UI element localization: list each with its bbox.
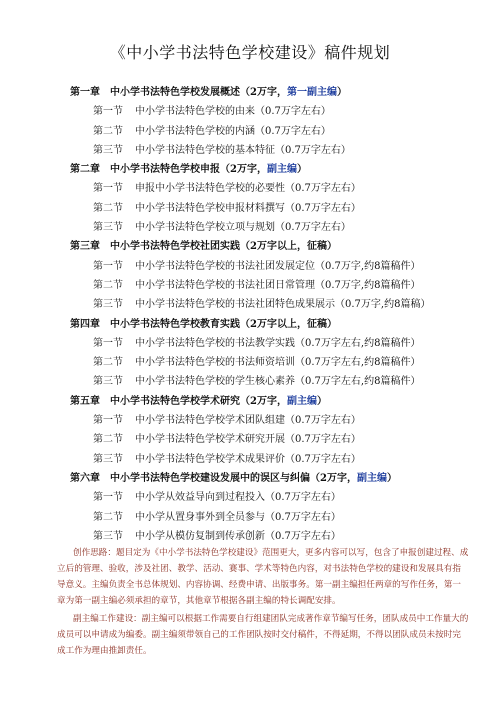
section-title: 中小学书法特色学校的书法社团特色成果展示（0.7万字,约8篇稿）	[135, 299, 431, 311]
chapter-editor: 副主编	[266, 164, 297, 176]
table-of-contents	[0, 83, 500, 546]
section-label: 第一节	[93, 260, 123, 272]
note-paragraph: 副主编工作建设：副主编可以根据工作需要自行组建团队完成著作章节编写任务，团队成员中工作量大的成员可以申请成为编委。副主编须带领自己的工作团队按时交付稿件，不得延期，不得以团队成员未按时完成工作为理由推卸责任。	[57, 614, 469, 656]
chapter-title: 中小学书法特色学校社团实践（2万字以上，征稿）	[110, 241, 337, 253]
chapter-title: 中小学书法特色学校建设发展中的误区与纠偏（2万字，	[110, 472, 357, 484]
chapter-title-close: ）	[386, 472, 397, 484]
section-item	[0, 141, 500, 160]
section-title: 中小学书法特色学校的基本特征（0.7万字左右）	[135, 144, 351, 156]
chapter-label: 第一章	[70, 87, 100, 98]
chapter-label: 第五章	[70, 395, 100, 407]
chapter-title: 中小学书法特色学校申报（2万字，	[110, 164, 267, 176]
section-label: 第一节	[93, 183, 123, 195]
section-item	[0, 334, 500, 353]
section-label: 第三节	[93, 376, 123, 388]
section-item	[0, 411, 500, 430]
section-title: 中小学书法特色学校学术研究开展（0.7万字左右）	[135, 434, 361, 446]
section-item	[0, 527, 500, 546]
chapter-editor: 副主编	[356, 472, 387, 484]
section-item	[0, 508, 500, 527]
chapter-title-close: ）	[336, 87, 347, 98]
section-label: 第一节	[93, 106, 123, 118]
section-label: 第二节	[93, 357, 123, 369]
section-label: 第三节	[93, 222, 123, 234]
chapter-label: 第四章	[70, 318, 100, 330]
section-item	[0, 372, 500, 391]
section-item	[0, 218, 500, 237]
section-item	[0, 450, 500, 469]
section-title: 中小学从置身事外到全员参与（0.7万字左右）	[135, 511, 341, 523]
notes-section	[57, 545, 469, 661]
section-title: 中小学书法特色学校的由来（0.7万字左右）	[135, 106, 331, 118]
section-title: 中小学书法特色学校的内涵（0.7万字左右）	[135, 125, 331, 137]
chapter-label: 第三章	[70, 241, 100, 253]
section-label: 第三节	[93, 453, 123, 465]
chapter-heading	[0, 83, 500, 102]
chapter-heading	[0, 469, 500, 488]
section-label: 第一节	[93, 415, 123, 427]
section-item	[0, 276, 500, 295]
section-title: 中小学从效益导向到过程投入（0.7万字左右）	[135, 492, 341, 504]
chapter-heading	[0, 237, 500, 256]
section-label: 第一节	[93, 337, 123, 349]
section-title: 中小学从模仿复制到传承创新（0.7万字左右）	[135, 530, 341, 542]
section-item	[0, 353, 500, 372]
section-item	[0, 257, 500, 276]
chapter-heading	[0, 392, 500, 411]
section-item	[0, 179, 500, 198]
chapter-heading	[0, 315, 500, 334]
chapter-title: 中小学书法特色学校发展概述（2万字，	[110, 87, 287, 98]
section-title: 中小学书法特色学校的学生核心素养（0.7万字左右,约8篇稿件）	[135, 376, 421, 388]
section-title: 中小学书法特色学校学术成果评价（0.7万字左右）	[135, 453, 361, 465]
chapter-label: 第六章	[70, 472, 100, 484]
section-label: 第三节	[93, 299, 123, 311]
section-title: 中小学书法特色学校申报材料撰写（0.7万字左右）	[135, 202, 361, 214]
chapter-title: 中小学书法特色学校教育实践（2万字以上，征稿）	[110, 318, 337, 330]
note-paragraph: 创作思路：题目定为《中小学书法特色学校建设》范围更大，更多内容可以写，包含了申报创建过程、成立后的管理、验收，涉及社团、教学、活动、赛事、学术等特色内容，对书法特色学校的建设和发展具有指导意义。主编负责全书总体规划、内容协调、经费申请、出版事务。第一副主编担任两章的写作任务，第一章为第一副主编必须承担的章节，其他章节根据各副主编的特长调配安排。	[57, 548, 469, 606]
section-item	[0, 295, 500, 314]
section-label: 第二节	[93, 511, 123, 523]
section-label: 第三节	[93, 530, 123, 542]
section-label: 第一节	[93, 492, 123, 504]
section-item	[0, 430, 500, 449]
chapter-title-close: ）	[296, 164, 307, 176]
chapter-title-close: ）	[316, 395, 327, 407]
section-title: 申报中小学书法特色学校的必要性（0.7万字左右）	[135, 183, 361, 195]
section-title: 中小学书法特色学校的书法社团日常管理（0.7万字,约8篇稿件）	[135, 279, 421, 291]
section-label: 第二节	[93, 125, 123, 137]
section-item	[0, 488, 500, 507]
document-title: 《中小学书法特色学校建设》稿件规划	[109, 43, 391, 62]
section-label: 第三节	[93, 144, 123, 156]
section-title: 中小学书法特色学校的书法教学实践（0.7万字左右,约8篇稿件）	[135, 337, 421, 349]
chapter-title: 中小学书法特色学校学术研究（2万字，	[110, 395, 287, 407]
section-item	[0, 122, 500, 141]
chapter-label: 第二章	[70, 164, 100, 176]
chapter-heading	[0, 160, 500, 179]
section-title: 中小学书法特色学校立项与规划（0.7万字左右）	[135, 222, 351, 234]
section-title: 中小学书法特色学校的书法师资培训（0.7万字左右,约8篇稿件）	[135, 357, 421, 369]
section-label: 第二节	[93, 279, 123, 291]
chapter-editor: 副主编	[286, 395, 317, 407]
chapter-editor: 第一副主编	[286, 87, 337, 98]
section-title: 中小学书法特色学校学术团队组建（0.7万字左右）	[135, 415, 361, 427]
section-item	[0, 102, 500, 121]
section-title: 中小学书法特色学校的书法社团发展定位（0.7万字,约8篇稿件）	[135, 260, 421, 272]
section-label: 第二节	[93, 202, 123, 214]
section-label: 第二节	[93, 434, 123, 446]
section-item	[0, 199, 500, 218]
